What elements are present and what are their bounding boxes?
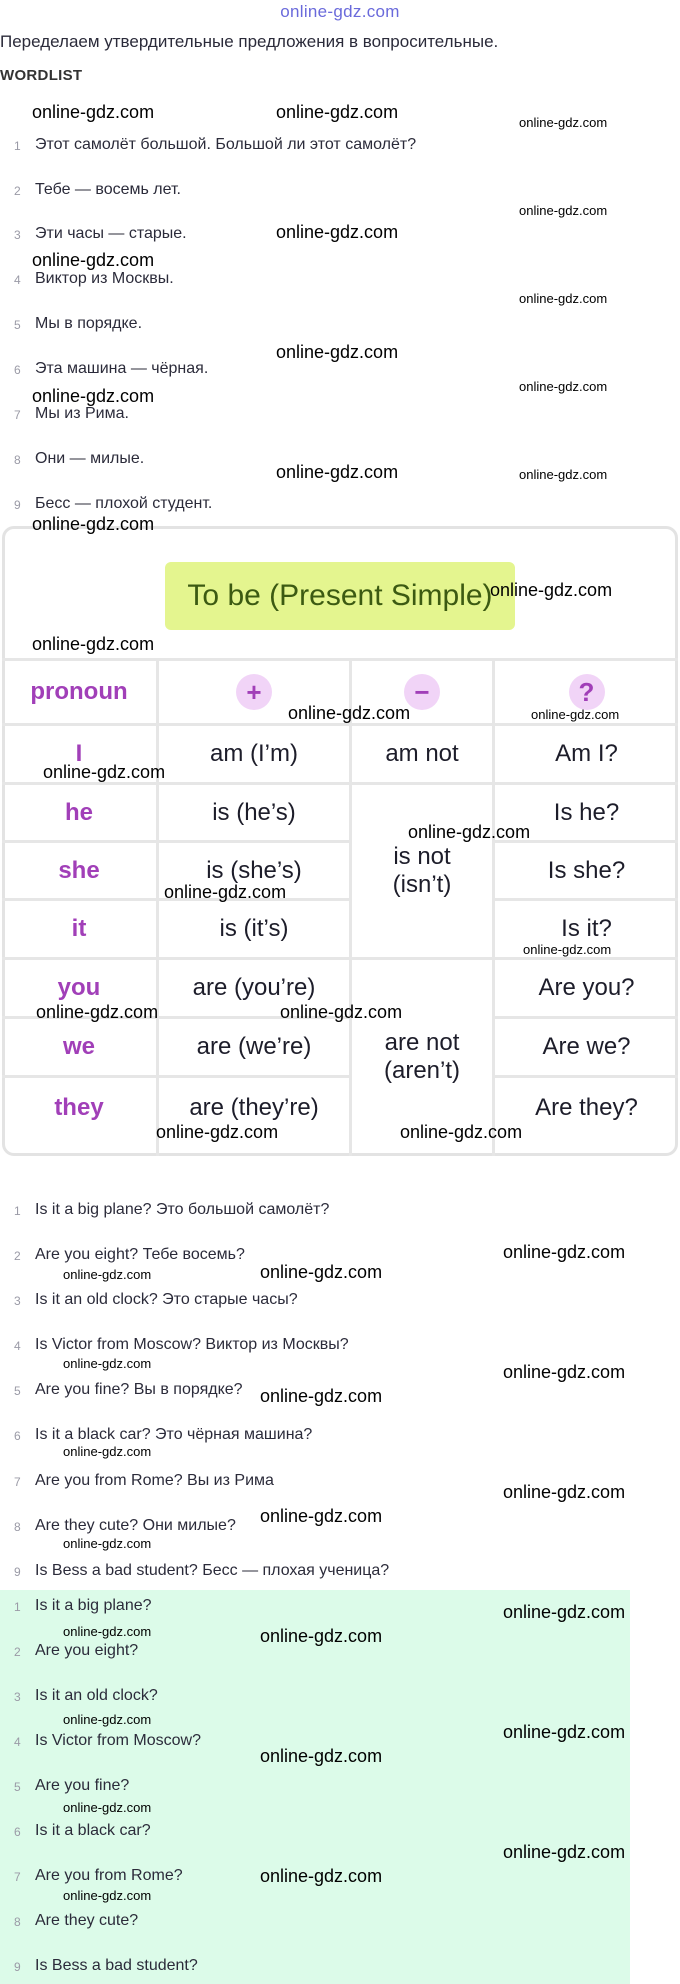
item-text: Are you eight? bbox=[35, 1642, 139, 1659]
affirmative-cell: is (she’s) bbox=[206, 856, 302, 884]
watermark: online-gdz.com bbox=[63, 1888, 152, 1903]
item-number: 2 bbox=[14, 1249, 21, 1263]
watermark: online-gdz.com bbox=[36, 1002, 159, 1022]
pronoun-cell: they bbox=[54, 1094, 104, 1121]
watermark: online-gdz.com bbox=[280, 1002, 403, 1022]
minus-icon: − bbox=[404, 674, 440, 710]
item-number: 5 bbox=[14, 1384, 21, 1398]
item-number: 3 bbox=[14, 228, 21, 242]
watermark: online-gdz.com bbox=[400, 1122, 523, 1142]
item-text: Эти часы — старые. bbox=[35, 225, 187, 242]
item-number: 4 bbox=[14, 1339, 21, 1353]
item-text: Are you eight? Тебе восемь? bbox=[35, 1246, 245, 1263]
item-text: Are you from Rome? bbox=[35, 1867, 183, 1884]
question-cell: Are we? bbox=[542, 1033, 631, 1060]
item-number: 3 bbox=[14, 1294, 21, 1308]
item-number: 9 bbox=[14, 1565, 21, 1579]
affirmative-cell: am (I’m) bbox=[210, 740, 298, 767]
watermark: online-gdz.com bbox=[519, 291, 608, 306]
affirmative-cell: are (you’re) bbox=[192, 974, 316, 1001]
negative-cell: is not (isn’t) bbox=[392, 843, 452, 898]
item-number: 2 bbox=[14, 1645, 21, 1659]
watermark: online-gdz.com bbox=[276, 462, 399, 482]
item-number: 8 bbox=[14, 1520, 21, 1534]
item-number: 8 bbox=[14, 1915, 21, 1929]
affirmative-cell: is (he’s) bbox=[212, 798, 296, 826]
item-number: 9 bbox=[14, 498, 21, 512]
watermark: online-gdz.com bbox=[260, 1626, 383, 1646]
affirmative-cell: is (it’s) bbox=[219, 915, 289, 942]
item-number: 5 bbox=[14, 318, 21, 332]
item-text: Is it a big plane? bbox=[35, 1597, 152, 1614]
watermark: online-gdz.com bbox=[490, 580, 613, 600]
watermark: online-gdz.com bbox=[32, 514, 155, 534]
watermark: online-gdz.com bbox=[63, 1267, 152, 1282]
watermark: online-gdz.com bbox=[519, 467, 608, 482]
item-text: Is it an old clock? Это старые часы? bbox=[35, 1291, 298, 1308]
question-cell: Is she? bbox=[547, 856, 626, 884]
watermark: online-gdz.com bbox=[43, 762, 166, 782]
grammar-table-title: To be (Present Simple) bbox=[165, 562, 515, 630]
negative-cell: am not bbox=[385, 740, 459, 767]
item-text: Они — милые. bbox=[35, 450, 145, 467]
watermark: online-gdz.com bbox=[63, 1800, 152, 1815]
task-intro: Переделаем утвердительные предложения в вопросительные. bbox=[0, 32, 499, 51]
item-text: Are you fine? bbox=[35, 1777, 130, 1794]
item-text: Мы из Рима. bbox=[35, 405, 129, 422]
question-cell: Is it? bbox=[561, 915, 612, 942]
watermark: online-gdz.com bbox=[32, 634, 155, 654]
item-number: 7 bbox=[14, 1870, 21, 1884]
item-number: 6 bbox=[14, 363, 21, 377]
watermark: online-gdz.com bbox=[63, 1624, 152, 1639]
pronoun-cell: we bbox=[62, 1033, 95, 1060]
item-number: 3 bbox=[14, 1690, 21, 1704]
watermark: online-gdz.com bbox=[503, 1842, 626, 1862]
item-text: Is Victor from Moscow? bbox=[35, 1732, 201, 1749]
item-text: Are you fine? Вы в порядке? bbox=[35, 1381, 243, 1398]
item-number: 5 bbox=[14, 1780, 21, 1794]
watermark: online-gdz.com bbox=[32, 250, 155, 270]
pronoun-cell: it bbox=[71, 915, 87, 942]
affirmative-cell: are (we’re) bbox=[196, 1033, 312, 1060]
watermark: online-gdz.com bbox=[260, 1386, 383, 1406]
watermark: online-gdz.com bbox=[260, 1262, 383, 1282]
affirmative-cell: are (they’re) bbox=[189, 1094, 319, 1121]
watermark: online-gdz.com bbox=[276, 342, 399, 362]
watermark: online-gdz.com bbox=[63, 1356, 152, 1371]
item-text: Тебе — восемь лет. bbox=[35, 181, 181, 198]
header-pronoun: pronoun bbox=[30, 678, 128, 705]
watermark: online-gdz.com bbox=[503, 1242, 626, 1262]
watermark: online-gdz.com bbox=[503, 1722, 626, 1742]
watermark: online-gdz.com bbox=[523, 942, 612, 957]
item-text: Бесс — плохой студент. bbox=[35, 495, 213, 512]
watermark: online-gdz.com bbox=[164, 882, 287, 902]
plus-icon: + bbox=[236, 674, 272, 710]
item-text: Are they cute? Они милые? bbox=[35, 1517, 236, 1534]
watermark: online-gdz.com bbox=[519, 115, 608, 130]
watermark: online-gdz.com bbox=[63, 1444, 152, 1459]
watermark: online-gdz.com bbox=[276, 222, 399, 242]
pronoun-cell: you bbox=[57, 974, 101, 1001]
watermark: online-gdz.com bbox=[276, 102, 399, 122]
item-number: 1 bbox=[14, 1204, 21, 1218]
question-icon: ? bbox=[569, 674, 605, 710]
watermark: online-gdz.com bbox=[156, 1122, 279, 1142]
item-text: Is Victor from Moscow? Виктор из Москвы? bbox=[35, 1336, 349, 1353]
item-text: Is it a big plane? Это большой самолёт? bbox=[35, 1201, 330, 1218]
watermark: online-gdz.com bbox=[260, 1506, 383, 1526]
item-text: Is Bess a bad student? bbox=[35, 1957, 198, 1974]
item-number: 6 bbox=[14, 1825, 21, 1839]
item-number: 1 bbox=[14, 1600, 21, 1614]
pronoun-cell: I bbox=[75, 740, 83, 767]
item-number: 2 bbox=[14, 184, 21, 198]
watermark: online-gdz.com bbox=[63, 1712, 152, 1727]
pronoun-cell: she bbox=[58, 856, 100, 884]
item-text: Are you from Rome? Вы из Рима bbox=[35, 1472, 274, 1489]
item-number: 9 bbox=[14, 1960, 21, 1974]
item-text: Is it a black car? Это чёрная машина? bbox=[35, 1426, 313, 1443]
pronoun-cell: he bbox=[64, 798, 93, 826]
watermark: online-gdz.com bbox=[503, 1482, 626, 1502]
watermark: online-gdz.com bbox=[260, 1746, 383, 1766]
question-cell: Is he? bbox=[553, 798, 620, 826]
question-cell: Am I? bbox=[555, 740, 618, 767]
watermark: online-gdz.com bbox=[63, 1536, 152, 1551]
item-text: Мы в порядке. bbox=[35, 315, 143, 332]
item-text: Эта машина — чёрная. bbox=[35, 360, 209, 377]
watermark: online-gdz.com bbox=[260, 1866, 383, 1886]
watermark: online-gdz.com bbox=[519, 379, 608, 394]
watermark: online-gdz.com bbox=[32, 102, 155, 122]
watermark: online-gdz.com bbox=[531, 707, 620, 722]
wordlist-label[interactable]: WORDLIST bbox=[0, 67, 83, 84]
item-text: Is Bess a bad student? Бесс — плохая ученица? bbox=[35, 1562, 390, 1579]
item-text: Is it an old clock? bbox=[35, 1687, 158, 1704]
negative-cell: are not (aren’t) bbox=[383, 1028, 461, 1084]
item-number: 1 bbox=[14, 139, 21, 153]
item-text: Виктор из Москвы. bbox=[35, 270, 174, 287]
item-number: 8 bbox=[14, 453, 21, 467]
site-logo[interactable]: online-gdz.com bbox=[280, 2, 400, 21]
watermark: online-gdz.com bbox=[408, 822, 531, 842]
question-cell: Are you? bbox=[538, 974, 635, 1001]
watermark: online-gdz.com bbox=[503, 1362, 626, 1382]
watermark: online-gdz.com bbox=[503, 1602, 626, 1622]
watermark: online-gdz.com bbox=[288, 703, 411, 723]
item-text: Этот самолёт большой. Большой ли этот самолёт? bbox=[35, 136, 417, 153]
question-cell: Are they? bbox=[535, 1094, 638, 1121]
item-number: 7 bbox=[14, 408, 21, 422]
item-text: Are they cute? bbox=[35, 1912, 139, 1929]
item-number: 6 bbox=[14, 1429, 21, 1443]
watermark: online-gdz.com bbox=[32, 386, 155, 406]
watermark: online-gdz.com bbox=[519, 203, 608, 218]
item-number: 4 bbox=[14, 1735, 21, 1749]
item-number: 4 bbox=[14, 273, 21, 287]
item-number: 7 bbox=[14, 1475, 21, 1489]
item-text: Is it a black car? bbox=[35, 1822, 151, 1839]
